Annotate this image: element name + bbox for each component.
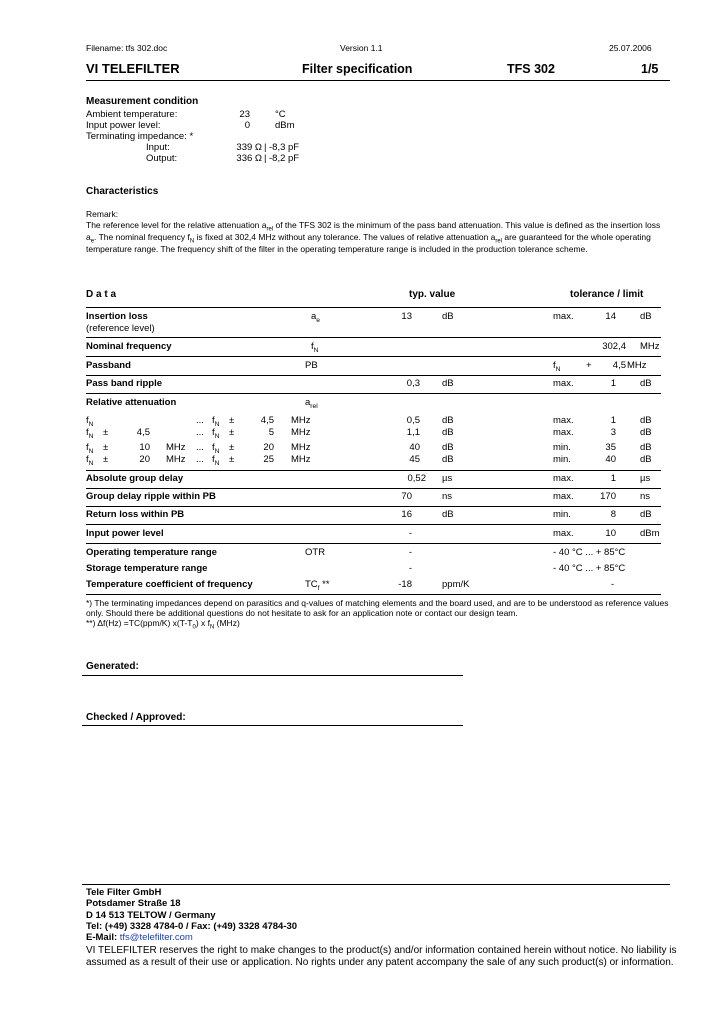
insertion-loss-lim-unit: dB [640,311,652,322]
col-data: D a t a [86,289,117,300]
att-typ: 45 [409,454,420,465]
att-typ: 0,5 [406,415,420,426]
col-tolerance: tolerance / limit [570,289,644,300]
remark-label: Remark: [86,209,119,219]
delay-ripple-typ-unit: ns [442,491,453,502]
att-pm2: ± [229,427,235,438]
header-rule [86,80,670,81]
tcf-typ: -18 [398,579,412,590]
op-temp-range: - 40 °C ... + 85°C [553,547,626,558]
op-temp-symbol: OTR [305,547,326,558]
abs-delay-lim-unit: µs [640,473,651,484]
row-temp-coefficient: Temperature coefficient of frequency [86,579,253,590]
footer-email-row [86,932,193,943]
input-power-lim-unit: dBm [640,528,660,539]
att-dots: ... [196,415,204,426]
disclaimer-1: VI TELEFILTER reserves the right to make changes to the product(s) and/or information contained herein without notice. No liability is [86,945,677,956]
insertion-loss-lim-val: 14 [605,311,616,322]
nominal-value: 302,4 [602,341,626,352]
att-f1: $f_N$ [86,442,94,455]
disclaimer-2: assumed as a result of their use or application. No rights under any patent accompany the sale of any such product(s) or information. [86,957,674,968]
att-f2: $f_N$ [212,427,220,440]
att-f1: $f_N$ [86,427,94,440]
email-label: E-Mail: [86,932,120,943]
st-temp-typ: - [408,563,412,574]
att-f2: $f_N$ [212,454,220,467]
page-number: 1/5 [641,62,659,76]
att-v2: 4,5 [260,415,274,426]
checked-line [82,725,463,726]
return-loss-lim: min. [553,509,571,520]
delay-ripple-typ: 70 [401,491,412,502]
return-loss-lim-val: 8 [610,509,616,520]
passband-unit: MHz [627,360,647,371]
rule [86,506,661,507]
abs-delay-lim: max. [553,473,574,484]
att-pm2: ± [229,415,235,426]
date: 25.07.2006 [609,43,652,53]
document-title: Filter specification [302,62,413,76]
return-loss-typ: 16 [401,509,412,520]
row-input-power-level: Input power level [86,528,164,539]
input-power-lim-val: 10 [605,528,616,539]
tcf-symbol: $TC_f$ ** [305,579,330,592]
input-power-lim: max. [553,528,574,539]
input-impedance: 339 Ω [236,142,262,153]
att-typ-unit: dB [442,442,454,453]
passband-value: 4,5 [612,360,626,371]
att-u2: MHz [291,454,311,465]
row-group-delay-ripple: Group delay ripple within PB [86,491,216,502]
row-passband: Passband [86,360,131,371]
passband-f: $f_N$ [553,360,561,373]
input-capacitance: -8,3 pF [269,142,300,153]
impedance-label: Terminating impedance: * [86,131,194,142]
filename: Filename: tfs 302.doc [86,43,168,53]
table-header-rule [86,307,661,308]
product-name: TFS 302 [507,62,555,76]
att-v1: 20 [139,454,150,465]
att-typ: 40 [409,442,420,453]
rule [86,337,661,338]
att-v1: 10 [139,442,150,453]
company-name: VI TELEFILTER [86,61,180,76]
power-unit: dBm [275,120,295,131]
tcf-typ-unit: ppm/K [442,579,470,590]
delay-ripple-lim: max. [553,491,574,502]
remark-line-2: $a_e$. The nominal frequency $f_N$ is fixed at 302,4 MHz without any tolerance. The values of relative attenuation $a_{rel}$ are guaranteed for the whole operating [86,232,651,245]
footnote-1b: only. Should there be additional questions do not hesitate to ask for an application note or contact our design team. [86,608,518,618]
footer-street: Potsdamer Straße 18 [86,898,181,909]
att-f2: $f_N$ [212,415,220,428]
rule [86,470,661,471]
rule [86,594,661,595]
return-loss-typ-unit: dB [442,509,454,520]
output-label: Output: [146,153,178,164]
power-label: Input power level: [86,120,161,131]
att-dots: ... [196,442,204,453]
rule [86,488,661,489]
rule [86,375,661,376]
ambient-label: Ambient temperature: [86,109,178,120]
att-dots: ... [196,427,204,438]
footnote-2: **) Δf(Hz) =TC(ppm/K) $x(T-T_0)$ x $f_N$ (MHz) [86,618,240,631]
abs-delay-typ: 0,52 [407,473,426,484]
output-capacitance: -8,2 pF [269,153,300,164]
st-temp-range: - 40 °C ... + 85°C [553,563,626,574]
insertion-loss-typ-unit: dB [442,311,454,322]
op-temp-typ: - [408,547,412,558]
att-u2: MHz [291,442,311,453]
ripple-lim: max. [553,378,574,389]
ripple-lim-unit: dB [640,378,652,389]
ripple-typ: 0,3 [406,378,420,389]
att-f1: $f_N$ [86,415,94,428]
version: Version 1.1 [340,43,383,53]
input-label: Input: [146,142,170,153]
row-nominal-frequency: Nominal frequency [86,341,172,352]
abs-delay-lim-val: 1 [610,473,616,484]
ripple-lim-val: 1 [610,378,616,389]
att-lim-unit: dB [640,454,652,465]
generated-line [82,675,463,676]
rule [86,356,661,357]
remark-line-1: The reference level for the relative attenuation $a_{rel}$ of the TFS 302 is the minimum of the pass band attenuation. This value is defined as the insertion loss [86,220,661,233]
ripple-typ-unit: dB [442,378,454,389]
att-lim: max. [553,427,574,438]
att-lim-val: 3 [610,427,616,438]
att-lim-val: 1 [610,415,616,426]
insertion-loss-symbol: $a_e$ [311,311,320,324]
insertion-loss-typ: 13 [401,311,412,322]
power-value: 0 [244,120,250,131]
att-lim-val: 35 [605,442,616,453]
input-separator: | [264,142,267,153]
att-lim: min. [553,442,571,453]
col-typ: typ. value [409,289,456,300]
att-pm2: ± [229,454,235,465]
remark-line-3: temperature range. The frequency shift of the filter in the operating temperature range is included in the production tolerance scheme. [86,244,588,254]
footer-phone: Tel: (+49) 3328 4784-0 / Fax: (+49) 3328 4784-30 [86,921,298,932]
row-insertion-loss: Insertion loss [86,311,148,322]
att-u1: MHz [166,454,186,465]
rule [86,393,661,394]
rule [86,543,661,544]
delay-ripple-lim-val: 170 [600,491,616,502]
att-u1: MHz [166,442,186,453]
att-typ-unit: dB [442,454,454,465]
att-f2: $f_N$ [212,442,220,455]
att-v1: 4,5 [136,427,150,438]
delay-ripple-lim-unit: ns [640,491,651,502]
ambient-unit: °C [275,109,286,120]
row-passband-ripple: Pass band ripple [86,378,163,389]
generated-label: Generated: [86,661,139,672]
att-v2: 20 [263,442,274,453]
footer-company: Tele Filter GmbH [86,887,162,898]
row-relative-attenuation: Relative attenuation [86,397,177,408]
att-lim-unit: dB [640,442,652,453]
att-lim-unit: dB [640,415,652,426]
att-lim: max. [553,415,574,426]
footnote-1a: *) The terminating impedances depend on parasitics and q-values of matching elements and the board used, and are to be understood as reference values [86,598,669,608]
ambient-value: 23 [239,109,250,120]
att-v2: 5 [268,427,274,438]
passband-symbol: PB [305,360,318,371]
footer-city: D 14 513 TELTOW / Germany [86,910,216,921]
att-pm1: ± [103,427,109,438]
att-typ: 1,1 [406,427,420,438]
input-power-typ: - [408,528,412,539]
row-insertion-loss-sub: (reference level) [86,323,155,334]
att-pm1: ± [103,442,109,453]
row-operating-temperature: Operating temperature range [86,547,217,558]
att-u2: MHz [291,415,311,426]
att-lim-unit: dB [640,427,652,438]
characteristics-heading: Characteristics [86,186,159,197]
output-separator: | [264,153,267,164]
att-lim-val: 40 [605,454,616,465]
row-return-loss: Return loss within PB [86,509,185,520]
att-lim: min. [553,454,571,465]
email-link[interactable]: tfs@telefilter.com [119,932,193,943]
att-u2: MHz [291,427,311,438]
att-typ-unit: dB [442,415,454,426]
att-pm2: ± [229,442,235,453]
output-impedance: 336 Ω [236,153,262,164]
rule [86,524,661,525]
checked-label: Checked / Approved: [86,712,186,723]
row-storage-temperature: Storage temperature range [86,563,208,574]
insertion-loss-lim: max. [553,311,574,322]
att-v2: 25 [263,454,274,465]
nominal-symbol: $f_N$ [311,341,319,354]
att-dots: ... [196,454,204,465]
passband-plus: + [586,360,592,371]
att-f1: $f_N$ [86,454,94,467]
att-typ-unit: dB [442,427,454,438]
relative-symbol: $a_{rel}$ [305,397,318,410]
row-absolute-group-delay: Absolute group delay [86,473,184,484]
return-loss-lim-unit: dB [640,509,652,520]
measurement-heading: Measurement condition [86,96,199,107]
nominal-unit: MHz [640,341,660,352]
footer-rule [82,884,670,885]
tcf-lim: - [611,579,615,590]
att-pm1: ± [103,454,109,465]
abs-delay-typ-unit: µs [442,473,453,484]
